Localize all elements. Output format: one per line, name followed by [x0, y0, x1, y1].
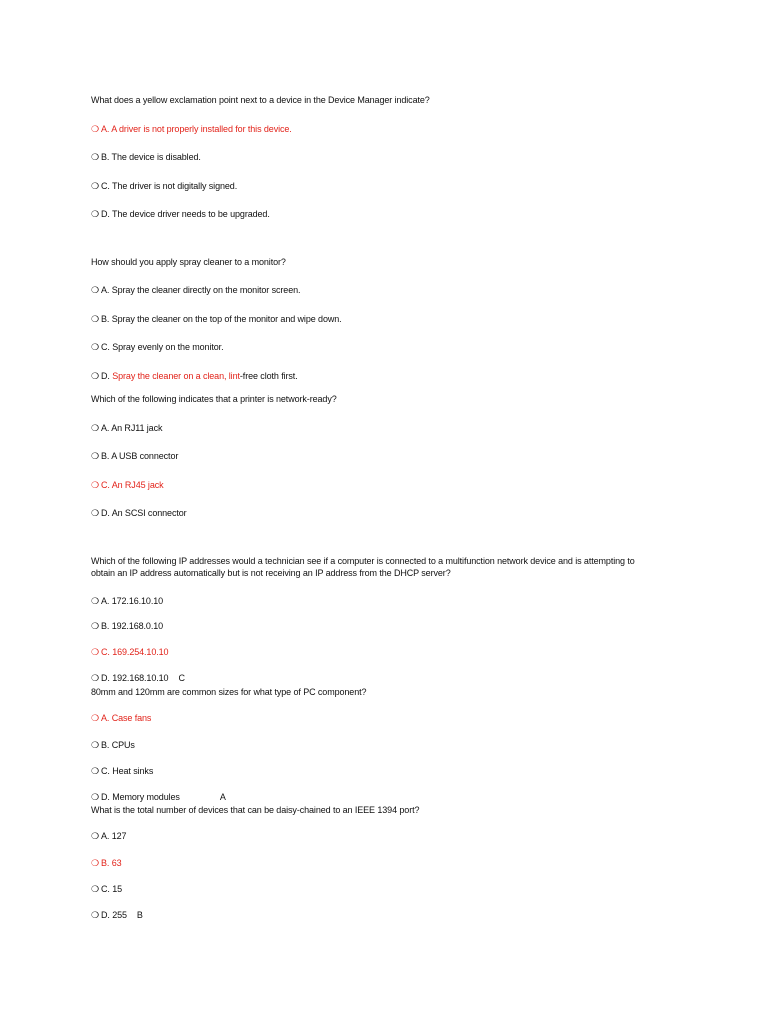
question-1-option-d: [91, 208, 270, 220]
radio-bullet-icon: ❍: [91, 451, 99, 461]
question-2-option-d: [91, 370, 298, 382]
option-text: B. 63: [101, 858, 122, 868]
question-2-option-a: [91, 284, 300, 296]
option-text: D. The device driver needs to be upgraded.: [101, 209, 270, 219]
radio-bullet-icon: ❍: [91, 508, 99, 518]
radio-bullet-icon: ❍: [91, 314, 99, 324]
option-text: D. 255: [101, 910, 127, 920]
radio-bullet-icon: ❍: [91, 621, 99, 631]
option-d-answer-text: Spray the cleaner on a clean, lint: [112, 371, 240, 381]
question-3-option-c: [91, 479, 164, 491]
radio-bullet-icon: ❍: [91, 910, 99, 920]
question-6-option-b: [91, 857, 122, 869]
question-1-option-a: [91, 123, 292, 135]
option-text: B. A USB connector: [101, 451, 179, 461]
option-text: B. CPUs: [101, 740, 135, 750]
question-5-option-c: [91, 765, 153, 777]
radio-bullet-icon: ❍: [91, 740, 99, 750]
option-text: A. Spray the cleaner directly on the monitor screen.: [101, 285, 301, 295]
option-text: C. Spray evenly on the monitor.: [101, 342, 224, 352]
option-text: B. 192.168.0.10: [101, 621, 164, 631]
option-text: B. Spray the cleaner on the top of the monitor and wipe down.: [101, 314, 342, 324]
question-3-option-a: [91, 422, 162, 434]
question-1-text: What does a yellow exclamation point next to a device in the Device Manager indicate?: [91, 95, 430, 105]
answer-key: B: [136, 910, 143, 920]
radio-bullet-icon: ❍: [91, 371, 99, 381]
question-1-option-b: [91, 151, 201, 163]
radio-bullet-icon: ❍: [91, 152, 99, 162]
option-text: C. Heat sinks: [101, 766, 154, 776]
question-2-option-c: [91, 341, 223, 353]
question-3-option-b: [91, 450, 178, 462]
radio-bullet-icon: ❍: [91, 647, 99, 657]
option-d-rest-text: -free cloth first.: [239, 371, 298, 381]
option-text: C. 15: [101, 884, 123, 894]
radio-bullet-icon: ❍: [91, 285, 99, 295]
question-4-text-line-2: obtain an IP address automatically but is not receiving an IP address from the DHCP server?: [91, 568, 451, 578]
question-4-option-c: [91, 646, 168, 658]
question-5-text: 80mm and 120mm are common sizes for what type of PC component?: [91, 687, 367, 697]
option-text: B. The device is disabled.: [101, 152, 201, 162]
question-4-option-b: [91, 620, 163, 632]
option-text: A. An RJ11 jack: [101, 423, 163, 433]
question-2-option-b: [91, 313, 342, 325]
question-1-option-c: [91, 180, 237, 192]
option-text: A. 127: [101, 831, 127, 841]
answer-key: C: [178, 673, 185, 683]
radio-bullet-icon: ❍: [91, 673, 99, 683]
radio-bullet-icon: ❍: [91, 596, 99, 606]
option-text: D. An SCSI connector: [101, 508, 187, 518]
question-4-option-d: [91, 672, 185, 684]
option-text: A. 172.16.10.10: [101, 596, 164, 606]
question-5-option-d: [91, 791, 226, 803]
radio-bullet-icon: ❍: [91, 884, 99, 894]
question-5-option-b: [91, 739, 135, 751]
question-3-text: Which of the following indicates that a printer is network-ready?: [91, 394, 337, 404]
option-text: A. A driver is not properly installed for this device.: [101, 124, 292, 134]
radio-bullet-icon: ❍: [91, 858, 99, 868]
option-text: C. An RJ45 jack: [101, 480, 164, 490]
answer-key: A: [219, 792, 226, 802]
question-6-option-a: [91, 830, 126, 842]
question-6-option-d: [91, 909, 143, 921]
radio-bullet-icon: ❍: [91, 831, 99, 841]
option-text: C. 169.254.10.10: [101, 647, 169, 657]
question-6-option-c: [91, 883, 122, 895]
radio-bullet-icon: ❍: [91, 792, 99, 802]
option-text: C. The driver is not digitally signed.: [101, 181, 238, 191]
option-text: D.: [101, 371, 113, 381]
radio-bullet-icon: ❍: [91, 423, 99, 433]
question-2-text: How should you apply spray cleaner to a monitor?: [91, 257, 286, 267]
question-4-option-a: [91, 595, 163, 607]
question-4-text-line-1: Which of the following IP addresses would a technician see if a computer is connected to a multifunction network device and is attempting to: [91, 556, 635, 566]
radio-bullet-icon: ❍: [91, 124, 99, 134]
radio-bullet-icon: ❍: [91, 713, 99, 723]
question-5-option-a: [91, 712, 151, 724]
radio-bullet-icon: ❍: [91, 342, 99, 352]
question-6-text: What is the total number of devices that can be daisy-chained to an IEEE 1394 port?: [91, 805, 420, 815]
radio-bullet-icon: ❍: [91, 181, 99, 191]
radio-bullet-icon: ❍: [91, 766, 99, 776]
option-text: D. Memory modules: [101, 792, 180, 802]
radio-bullet-icon: ❍: [91, 209, 99, 219]
option-text: A. Case fans: [101, 713, 152, 723]
option-text: D. 192.168.10.10: [101, 673, 169, 683]
radio-bullet-icon: ❍: [91, 480, 99, 490]
question-3-option-d: [91, 507, 187, 519]
